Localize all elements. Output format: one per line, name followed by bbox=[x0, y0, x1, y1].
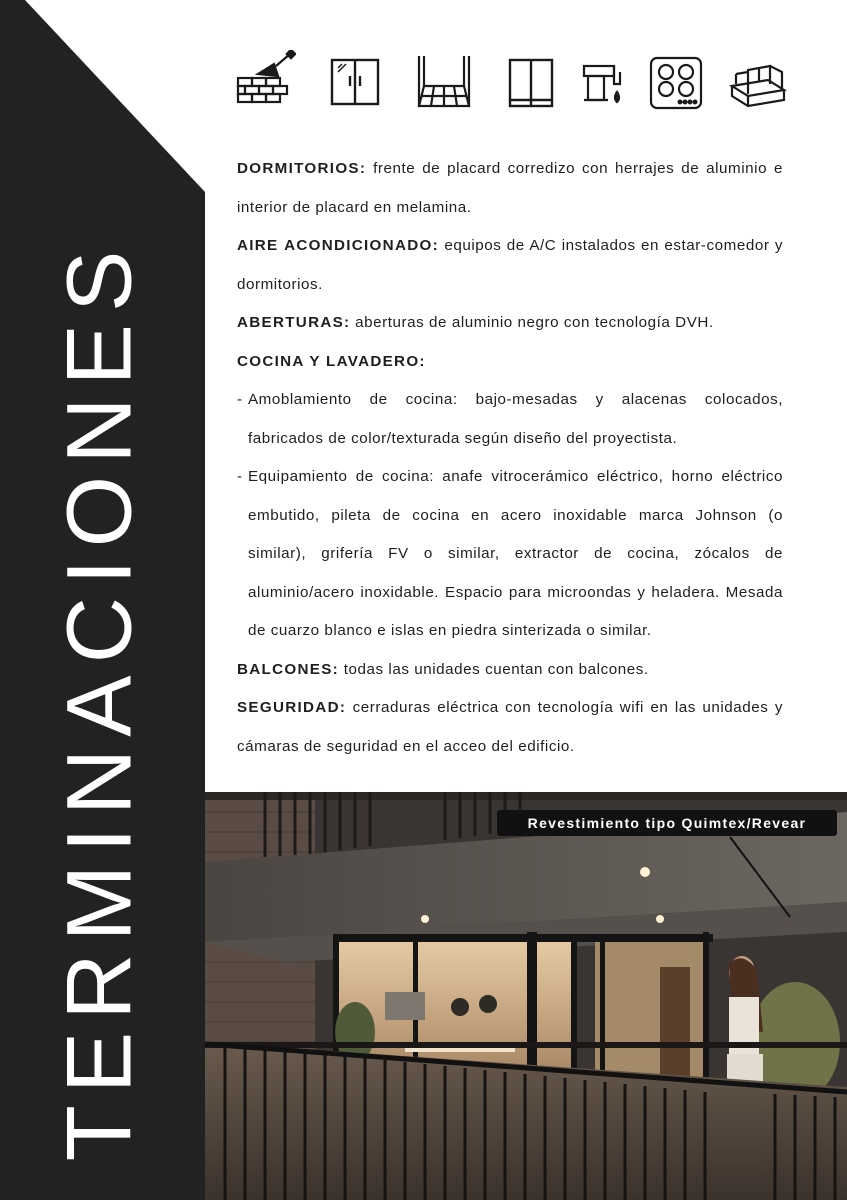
text-balcones: todas las unidades cuentan con balcones. bbox=[338, 660, 649, 678]
balcony-render-photo bbox=[205, 792, 847, 1200]
bullet-dash: - bbox=[237, 468, 243, 485]
balcony-icon bbox=[728, 50, 788, 112]
heading-cocina: COCINA Y LAVADERO: bbox=[237, 352, 426, 370]
text-seguridad: cerraduras eléctrica con tecnología wifi en las unidades y cámaras de seguridad en el acceo del edificio. bbox=[237, 699, 783, 755]
icon-row bbox=[232, 50, 792, 116]
heading-aire: AIRE ACONDICIONADO: bbox=[237, 237, 439, 254]
cooktop-icon bbox=[646, 50, 706, 112]
photo-caption: Revestimiento tipo Quimtex/Revear bbox=[497, 810, 837, 836]
section-aberturas bbox=[237, 304, 783, 343]
trowel-bricks-icon bbox=[236, 50, 296, 112]
vertical-title bbox=[0, 0, 205, 1200]
list-item bbox=[237, 458, 783, 651]
section-dormitorios bbox=[237, 150, 783, 227]
heading-balcones: BALCONES: bbox=[237, 660, 339, 678]
wardrobe-icon bbox=[502, 50, 562, 112]
text-aire: equipos de A/C instalados en estar-comedor y dormitorios. bbox=[237, 237, 783, 293]
text-dormitorios: frente de placard corredizo con herrajes de aluminio e interior de placard en melamina. bbox=[237, 160, 783, 216]
page-title: TERMINACIONES bbox=[48, 238, 151, 1162]
finishes-text bbox=[237, 150, 783, 766]
heading-aberturas: ABERTURAS: bbox=[237, 314, 351, 331]
section-balcones bbox=[237, 651, 783, 690]
section-aire bbox=[237, 227, 783, 304]
heading-seguridad: SEGURIDAD: bbox=[237, 699, 347, 716]
heading-dormitorios: DORMITORIOS: bbox=[237, 160, 367, 177]
flooring-icon bbox=[414, 50, 474, 112]
list-item bbox=[237, 381, 783, 458]
bullet-dash: - bbox=[237, 391, 243, 408]
faucet-icon bbox=[576, 50, 636, 112]
section-cocina bbox=[237, 343, 783, 382]
section-seguridad bbox=[237, 689, 783, 766]
cocina-item-2: Equipamiento de cocina: anafe vitrocerámico eléctrico, horno eléctrico embutido, pileta de cocina en acero inoxidable marca Johnson (o similar), grifería FV o similar, extractor de cocina, zócalos de aluminio/acero inoxidable. Espacio para microondas y heladera. Mesada de cuarzo blanco e islas en piedra sinterizada o similar. bbox=[248, 468, 783, 639]
text-aberturas: aberturas de aluminio negro con tecnología DVH. bbox=[350, 314, 714, 331]
window-icon bbox=[326, 50, 386, 112]
cocina-item-1: Amoblamiento de cocina: bajo-mesadas y alacenas colocados, fabricados de color/texturada según diseño del proyectista. bbox=[248, 391, 783, 447]
